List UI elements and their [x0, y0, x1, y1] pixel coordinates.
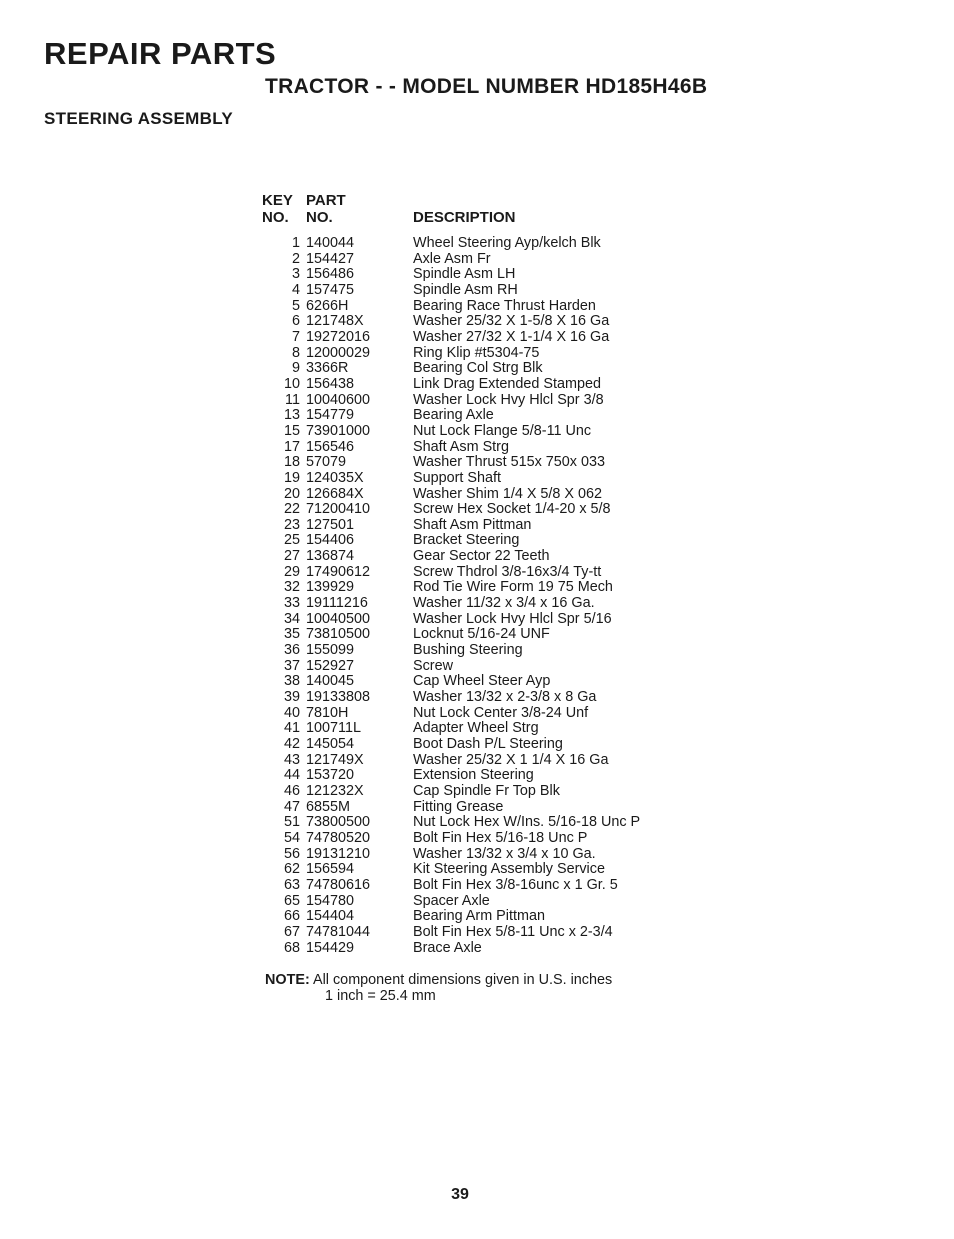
table-row: [262, 267, 693, 283]
key-number-cell: 4: [291, 281, 300, 298]
part-number-cell: 124035X: [306, 469, 364, 486]
description-cell: Bearing Arm Pittman: [413, 908, 545, 925]
table-row: [262, 643, 693, 659]
model-title: TRACTOR - - MODEL NUMBER HD185H46B: [265, 75, 708, 98]
key-number-cell: 67: [283, 923, 300, 940]
description-cell: Kit Steering Assembly Service: [413, 861, 605, 878]
part-number-cell: 127501: [306, 516, 355, 533]
table-row: [262, 674, 693, 690]
table-row: [262, 612, 693, 628]
description-cell: Extension Steering: [413, 767, 534, 784]
table-row: [262, 847, 693, 863]
description-cell: Wheel Steering Ayp/kelch Blk: [413, 235, 601, 251]
table-row: [262, 800, 693, 816]
key-number-cell: 25: [283, 532, 300, 549]
part-number-cell: 152927: [306, 657, 355, 674]
table-row: [262, 502, 693, 518]
description-cell: Bolt Fin Hex 5/8-11 Unc x 2-3/4: [413, 923, 613, 940]
part-number-cell: 6855M: [306, 798, 351, 815]
key-number-cell: 54: [283, 829, 300, 846]
table-row: [262, 424, 693, 440]
key-number-cell: 32: [283, 579, 300, 596]
key-number-cell: 41: [283, 720, 300, 737]
key-number-cell: 5: [291, 297, 300, 314]
part-number-cell: 74781044: [306, 923, 371, 940]
description-cell: Support Shaft: [413, 469, 502, 486]
description-cell: Washer Thrust 515x 750x 033: [413, 454, 605, 471]
key-number-cell: 35: [283, 626, 300, 643]
description-cell: Washer 13/32 x 3/4 x 10 Ga.: [413, 845, 596, 862]
description-cell: Locknut 5/16-24 UNF: [413, 626, 550, 643]
page-number: 39: [451, 1186, 469, 1203]
key-number-cell: 13: [283, 407, 300, 424]
key-number-cell: 51: [283, 814, 300, 831]
table-row: [262, 831, 693, 847]
part-number-cell: 19133808: [306, 689, 371, 706]
key-number-cell: 18: [283, 454, 300, 471]
column-header-part-line1: PART: [306, 192, 346, 209]
note: [265, 972, 612, 1004]
table-row: [262, 878, 693, 894]
part-number-cell: 19272016: [306, 328, 371, 345]
key-number-cell: 66: [283, 908, 300, 925]
description-cell: Nut Lock Flange 5/8-11 Unc: [413, 422, 592, 439]
description-cell: Rod Tie Wire Form 19 75 Mech: [413, 579, 613, 596]
table-row: [262, 753, 693, 769]
description-cell: Bushing Steering: [413, 642, 523, 659]
description-cell: Shaft Asm Pittman: [413, 516, 532, 533]
part-number-cell: 154429: [306, 939, 355, 956]
description-cell: Bearing Race Thrust Harden: [413, 297, 596, 314]
description-cell: Washer Lock Hvy Hlcl Spr 3/8: [413, 391, 604, 408]
table-row: [262, 408, 693, 424]
key-number-cell: 42: [283, 736, 300, 752]
column-header-description-line2: DESCRIPTION: [413, 209, 516, 226]
column-header-key-line2: NO.: [262, 209, 289, 226]
table-row: [262, 706, 693, 722]
table-row: [262, 299, 693, 315]
table-row: [262, 236, 693, 252]
table-row: [262, 440, 693, 456]
description-cell: Washer 25/32 X 1-5/8 X 16 Ga: [413, 313, 610, 330]
description-cell: Bolt Fin Hex 5/16-18 Unc P: [413, 829, 588, 846]
table-row: [262, 314, 693, 330]
part-number-cell: 154779: [306, 407, 355, 424]
part-number-cell: 156438: [306, 375, 355, 392]
part-number-cell: 126684X: [306, 485, 364, 502]
description-cell: Cap Wheel Steer Ayp: [413, 673, 551, 690]
description-cell: Screw Hex Socket 1/4-20 x 5/8: [413, 501, 611, 518]
column-header-key-line1: KEY: [262, 192, 293, 209]
part-number-cell: 156546: [306, 438, 355, 455]
part-number-cell: 6266H: [306, 297, 349, 314]
table-row: [262, 471, 693, 487]
part-number-cell: 17490612: [306, 563, 371, 580]
key-number-cell: 68: [283, 939, 300, 956]
description-cell: Bearing Axle: [413, 407, 494, 424]
key-number-cell: 23: [283, 516, 300, 533]
table-row: [262, 862, 693, 878]
description-cell: Fitting Grease: [413, 798, 504, 815]
table-row: [262, 925, 693, 941]
part-number-cell: 154780: [306, 892, 355, 909]
key-number-cell: 27: [283, 548, 300, 565]
key-number-cell: 37: [283, 657, 300, 674]
part-number-cell: 154404: [306, 908, 355, 925]
parts-table-body: [262, 236, 693, 956]
key-number-cell: 3: [291, 266, 300, 283]
note-line-2: 1 inch = 25.4 mm: [325, 988, 436, 1004]
part-number-cell: 139929: [306, 579, 355, 596]
table-row: [262, 330, 693, 346]
key-number-cell: 63: [283, 876, 300, 893]
description-cell: Gear Sector 22 Teeth: [413, 548, 550, 565]
part-number-cell: 10040600: [306, 391, 371, 408]
part-number-cell: 154406: [306, 532, 355, 549]
note-label: NOTE:: [265, 972, 310, 988]
part-number-cell: 19131210: [306, 845, 371, 862]
key-number-cell: 10: [283, 375, 300, 392]
part-number-cell: 145054: [306, 736, 355, 752]
key-number-cell: 46: [283, 782, 300, 799]
table-row: [262, 377, 693, 393]
description-cell: Washer 25/32 X 1 1/4 X 16 Ga: [413, 751, 609, 768]
key-number-cell: 65: [283, 892, 300, 909]
column-header-description-line1: [413, 192, 693, 209]
key-number-cell: 44: [283, 767, 300, 784]
key-number-cell: 6: [291, 313, 300, 330]
part-number-cell: 153720: [306, 767, 355, 784]
part-number-cell: 156594: [306, 861, 355, 878]
part-number-cell: 140044: [306, 235, 355, 251]
table-row: [262, 518, 693, 534]
description-cell: Washer 27/32 X 1-1/4 X 16 Ga: [413, 328, 610, 345]
parts-table-header: [262, 192, 693, 236]
part-number-cell: 155099: [306, 642, 355, 659]
part-number-cell: 121748X: [306, 313, 364, 330]
part-number-cell: 73800500: [306, 814, 371, 831]
description-cell: Boot Dash P/L Steering: [413, 736, 563, 752]
table-row: [262, 393, 693, 409]
table-row: [262, 768, 693, 784]
table-row: [262, 909, 693, 925]
key-number-cell: 9: [291, 360, 300, 377]
table-row: [262, 533, 693, 549]
table-row: [262, 252, 693, 268]
part-number-cell: 73901000: [306, 422, 371, 439]
note-line-1: All component dimensions given in U.S. inches: [313, 972, 613, 988]
table-row: [262, 346, 693, 362]
part-number-cell: 71200410: [306, 501, 371, 518]
description-cell: Bracket Steering: [413, 532, 520, 549]
description-cell: Spindle Asm RH: [413, 281, 518, 298]
part-number-cell: 154427: [306, 250, 355, 267]
part-number-cell: 100711L: [306, 720, 361, 737]
page-title: REPAIR PARTS: [44, 36, 277, 71]
column-header-part-line2: NO.: [306, 209, 333, 226]
table-row: [262, 283, 693, 299]
key-number-cell: 47: [283, 798, 300, 815]
key-number-cell: 29: [283, 563, 300, 580]
part-number-cell: 121232X: [306, 782, 364, 799]
key-number-cell: 20: [283, 485, 300, 502]
key-number-cell: 36: [283, 642, 300, 659]
description-cell: Washer 11/32 x 3/4 x 16 Ga.: [413, 595, 595, 612]
key-number-cell: 22: [283, 501, 300, 518]
part-number-cell: 157475: [306, 281, 355, 298]
key-number-cell: 1: [291, 235, 300, 251]
table-row: [262, 487, 693, 503]
part-number-cell: 3366R: [306, 360, 349, 377]
key-number-cell: 39: [283, 689, 300, 706]
key-number-cell: 7: [291, 328, 300, 345]
description-cell: Adapter Wheel Strg: [413, 720, 539, 737]
table-row: [262, 361, 693, 377]
description-cell: Spacer Axle: [413, 892, 490, 909]
part-number-cell: 10040500: [306, 610, 371, 627]
table-row: [262, 815, 693, 831]
part-number-cell: 156486: [306, 266, 355, 283]
part-number-cell: 73810500: [306, 626, 371, 643]
description-cell: Brace Axle: [413, 939, 482, 956]
description-cell: Axle Asm Fr: [413, 250, 491, 267]
table-row: [262, 596, 693, 612]
header-row-1: [262, 192, 693, 209]
parts-table: [262, 192, 693, 956]
key-number-cell: 11: [285, 391, 300, 408]
part-number-cell: 74780520: [306, 829, 371, 846]
description-cell: Bolt Fin Hex 3/8-16unc x 1 Gr. 5: [413, 876, 618, 893]
description-cell: Screw: [413, 657, 453, 674]
part-number-cell: 57079: [306, 454, 347, 471]
key-number-cell: 43: [283, 751, 300, 768]
table-row: [262, 690, 693, 706]
table-row: [262, 784, 693, 800]
table-row: [262, 659, 693, 675]
description-cell: Washer Shim 1/4 X 5/8 X 062: [413, 485, 603, 502]
part-number-cell: 12000029: [306, 344, 371, 361]
key-number-cell: 62: [283, 861, 300, 878]
part-number-cell: 7810H: [306, 704, 349, 721]
table-row: [262, 549, 693, 565]
key-number-cell: 38: [283, 673, 300, 690]
section-title: STEERING ASSEMBLY: [44, 109, 233, 128]
part-number-cell: 74780616: [306, 876, 371, 893]
table-row: [262, 580, 693, 596]
description-cell: Link Drag Extended Stamped: [413, 375, 601, 392]
table-row: [262, 894, 693, 910]
table-row: [262, 455, 693, 471]
description-cell: Shaft Asm Strg: [413, 438, 509, 455]
table-row: [262, 721, 693, 737]
part-number-cell: 140045: [306, 673, 355, 690]
key-number-cell: 8: [291, 344, 300, 361]
part-number-cell: 121749X: [306, 751, 364, 768]
description-cell: Washer 13/32 x 2-3/8 x 8 Ga: [413, 689, 597, 706]
description-cell: Nut Lock Center 3/8-24 Unf: [413, 704, 589, 721]
key-number-cell: 34: [283, 610, 300, 627]
table-row: [262, 627, 693, 643]
table-row: [262, 565, 693, 581]
part-number-cell: 136874: [306, 548, 355, 565]
key-number-cell: 17: [283, 438, 300, 455]
description-cell: Spindle Asm LH: [413, 266, 516, 283]
description-cell: Washer Lock Hvy Hlcl Spr 5/16: [413, 610, 612, 627]
description-cell: Bearing Col Strg Blk: [413, 360, 543, 377]
key-number-cell: 15: [283, 422, 300, 439]
table-row: [262, 737, 693, 753]
key-number-cell: 19: [283, 469, 300, 486]
table-row: [262, 941, 693, 957]
key-number-cell: 2: [291, 250, 300, 267]
part-number-cell: 19111216: [306, 595, 368, 612]
key-number-cell: 40: [283, 704, 300, 721]
key-number-cell: 33: [283, 595, 300, 612]
description-cell: Cap Spindle Fr Top Blk: [413, 782, 560, 799]
description-cell: Nut Lock Hex W/Ins. 5/16-18 Unc P: [413, 814, 641, 831]
description-cell: Ring Klip #t5304-75: [413, 344, 540, 361]
description-cell: Screw Thdrol 3/8-16x3/4 Ty-tt: [413, 563, 602, 580]
key-number-cell: 56: [283, 845, 300, 862]
header-row-2: [262, 209, 693, 236]
